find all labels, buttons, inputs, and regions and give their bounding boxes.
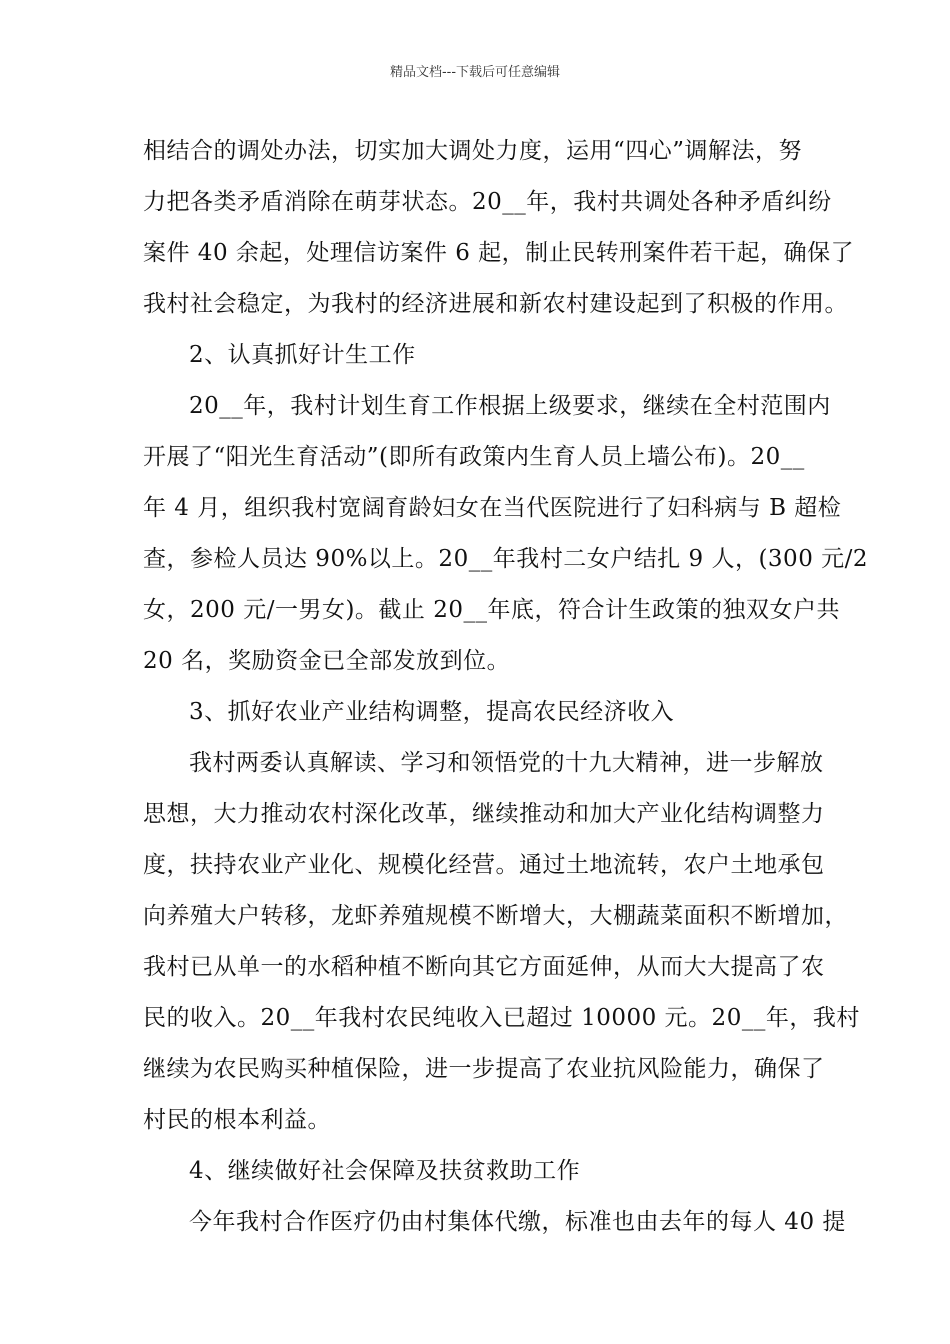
body-line: 力把各类矛盾消除在萌芽状态。20__年，我村共调处各种矛盾纠纷 [143,189,832,215]
section-heading: 4、继续做好社会保障及扶贫救助工作 [189,1158,581,1184]
body-line: 20 名，奖励资金已全部发放到位。 [143,648,511,674]
page-header: 精品文档---下载后可任意编辑 [389,65,561,80]
section-heading: 3、抓好农业产业结构调整，提高农民经济收入 [189,699,675,725]
body-line: 我村社会稳定，为我村的经济进展和新农村建设起到了积极的作用。 [143,291,848,317]
body-line: 度，扶持农业产业化、规模化经营。通过土地流转，农户土地承包 [143,852,825,878]
section-heading: 2、认真抓好计生工作 [189,342,416,368]
body-line: 案件 40 余起，处理信访案件 6 起，制止民转刑案件若干起，确保了 [143,240,855,266]
body-line: 今年我村合作医疗仍由村集体代缴，标准也由去年的每人 40 提 [189,1209,846,1235]
document-body [143,126,869,1248]
body-line: 20__年，我村计划生育工作根据上级要求，继续在全村范围内 [189,393,831,419]
body-line: 思想，大力推动农村深化改革，继续推动和加大产业化结构调整力 [143,801,825,827]
body-line: 相结合的调处办法，切实加大调处力度，运用“四心”调解法，努 [143,138,803,164]
body-line: 年 4 月，组织我村宽阔育龄妇女在当代医院进行了妇科病与 B 超检 [143,495,842,521]
body-line: 村民的根本利益。 [143,1107,331,1133]
body-line: 我村两委认真解读、学习和领悟党的十九大精神，进一步解放 [189,750,824,776]
body-line: 女，200 元/一男女)。截止 20__年底，符合计生政策的独双女户共 [143,597,841,623]
body-line: 开展了“阳光生育活动”(即所有政策内生育人员上墙公布)。20__ [143,444,805,470]
body-line: 继续为农民购买种植保险，进一步提高了农业抗风险能力，确保了 [143,1056,825,1082]
body-line: 查，参检人员达 90%以上。20__年我村二女户结扎 9 人，(300 元/2 [143,546,869,572]
body-line: 向养殖大户转移，龙虾养殖规模不断增大，大棚蔬菜面积不断增加， [143,903,848,929]
body-line: 我村已从单一的水稻种植不断向其它方面延伸，从而大大提高了农 [143,954,825,980]
body-line: 民的收入。20__年我村农民纯收入已超过 10000 元。20__年，我村 [143,1005,860,1031]
